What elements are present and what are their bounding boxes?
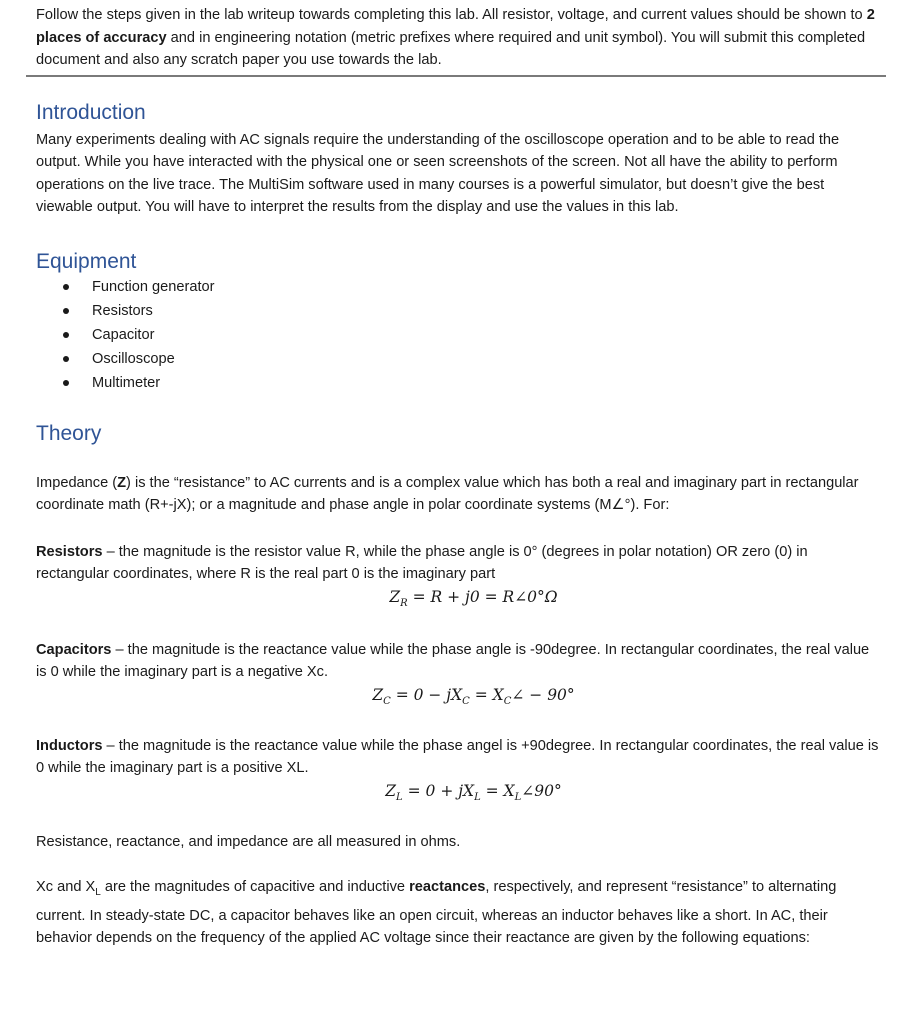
text: , respectively, and represent “resistance” to alternating current. In steady-state DC, a capacitor behaves like an open circuit, whereas an inductor behaves like a short. In AC, their behavior depends on the frequency of the applied AC voltage since their reactance are given by the following equations: (36, 879, 837, 947)
bold-text: reactances (409, 879, 486, 896)
text: = X (469, 685, 504, 704)
text: – the magnitude is the reactance value while the phase angle is -90degree. In rectangular coordinates, the real value is 0 while the imaginary part is a negative Xc. (36, 641, 870, 681)
bullet-icon (63, 356, 69, 362)
text: Z (372, 685, 384, 704)
list-item (36, 347, 881, 371)
text: C (383, 695, 391, 707)
resistors-paragraph (36, 541, 881, 586)
ohms-paragraph: Resistance, reactance, and impedance are all measured in ohms. (36, 833, 461, 850)
text: ) is the “resistance” to AC currents and is a complex value which has both a real and imaginary part in rectangular coordinate math (R+-jX); or a magnitude and phase angle in polar coordinate systems (M∠°). For: (36, 474, 859, 513)
text: – the magnitude is the reactance value while the phase angel is +90degree. In rectangular coordinates, the real value is 0 while the imaginary part is a positive XL. (36, 737, 879, 777)
bullet-icon (63, 332, 69, 338)
capacitor-impedance-equation (36, 684, 881, 713)
text: = 0 + jX (402, 781, 475, 800)
text: C (462, 695, 470, 707)
impedance-paragraph (36, 472, 881, 517)
equipment-heading: Equipment (36, 249, 137, 273)
text: Impedance ( (36, 474, 118, 491)
text: = R + j0 = R∠0°Ω (407, 587, 558, 606)
document-page (36, 4, 881, 950)
text: = 0 − jX (390, 685, 463, 704)
bold-text: Z (117, 474, 127, 491)
theory-heading: Theory (36, 421, 102, 445)
list-item (36, 371, 881, 395)
text: L (474, 791, 481, 803)
bold-text: Inductors (36, 737, 103, 754)
text: – the magnitude is the resistor value R, while the phase angle is 0° (degrees in polar notation) OR zero (0) in rectangular coordinates, where R is the real part 0 is the imaginary part (36, 543, 808, 582)
text: = X (480, 781, 515, 800)
item-label: Capacitor (92, 326, 155, 343)
item-label: Oscilloscope (92, 350, 175, 367)
text: R (400, 597, 408, 609)
text: L (514, 791, 522, 803)
inductors-paragraph (36, 735, 881, 780)
bold-text: Resistors (36, 543, 103, 560)
bold-text: Capacitors (36, 641, 112, 658)
bullet-icon (63, 284, 69, 290)
text: Z (385, 781, 397, 800)
text: Follow the steps given in the lab writeup towards completing this lab. All resistor, voltage, and current values should be shown to (36, 7, 867, 23)
item-label: Multimeter (92, 374, 161, 391)
item-label: Resistors (92, 302, 153, 319)
bold-text: 2 places of accuracy (36, 7, 875, 46)
list-item (36, 299, 881, 323)
text: are the magnitudes of capacitive and inductive (100, 879, 410, 896)
resistor-impedance-equation (36, 586, 881, 615)
text: C (503, 695, 512, 707)
bullet-icon (63, 308, 69, 314)
bullet-icon (63, 380, 69, 386)
text: L (396, 791, 403, 803)
item-label: Function generator (92, 278, 215, 295)
text: ∠ − 90° (511, 685, 575, 704)
list-item (36, 323, 881, 347)
text: ∠90° (521, 781, 562, 800)
capacitors-paragraph (36, 639, 881, 684)
inductor-impedance-equation (36, 780, 881, 809)
list-item (36, 275, 881, 299)
instructions-paragraph (36, 4, 881, 72)
introduction-heading: Introduction (36, 100, 146, 124)
text: Xc and X (36, 879, 96, 896)
text: L (95, 887, 101, 899)
equipment-list (36, 275, 881, 395)
text: Z (389, 587, 401, 606)
reactance-paragraph (36, 876, 881, 949)
text: and in engineering notation (metric prefixes where required and unit symbol). You will submit this completed document and also any scratch paper you use towards the lab. (36, 29, 866, 68)
introduction-paragraph: Many experiments dealing with AC signals require the understanding of the oscilloscope operation and to be able to read the output. While you have interacted with the physical one or seen screenshots of the screen. Not all have the ability to perform operations on the live trace. The MultiSim software used in many courses is a powerful simulator, but doesn’t give the best viewable output. You will have to interpret the results from the display and use the values in this lab. (36, 131, 840, 215)
